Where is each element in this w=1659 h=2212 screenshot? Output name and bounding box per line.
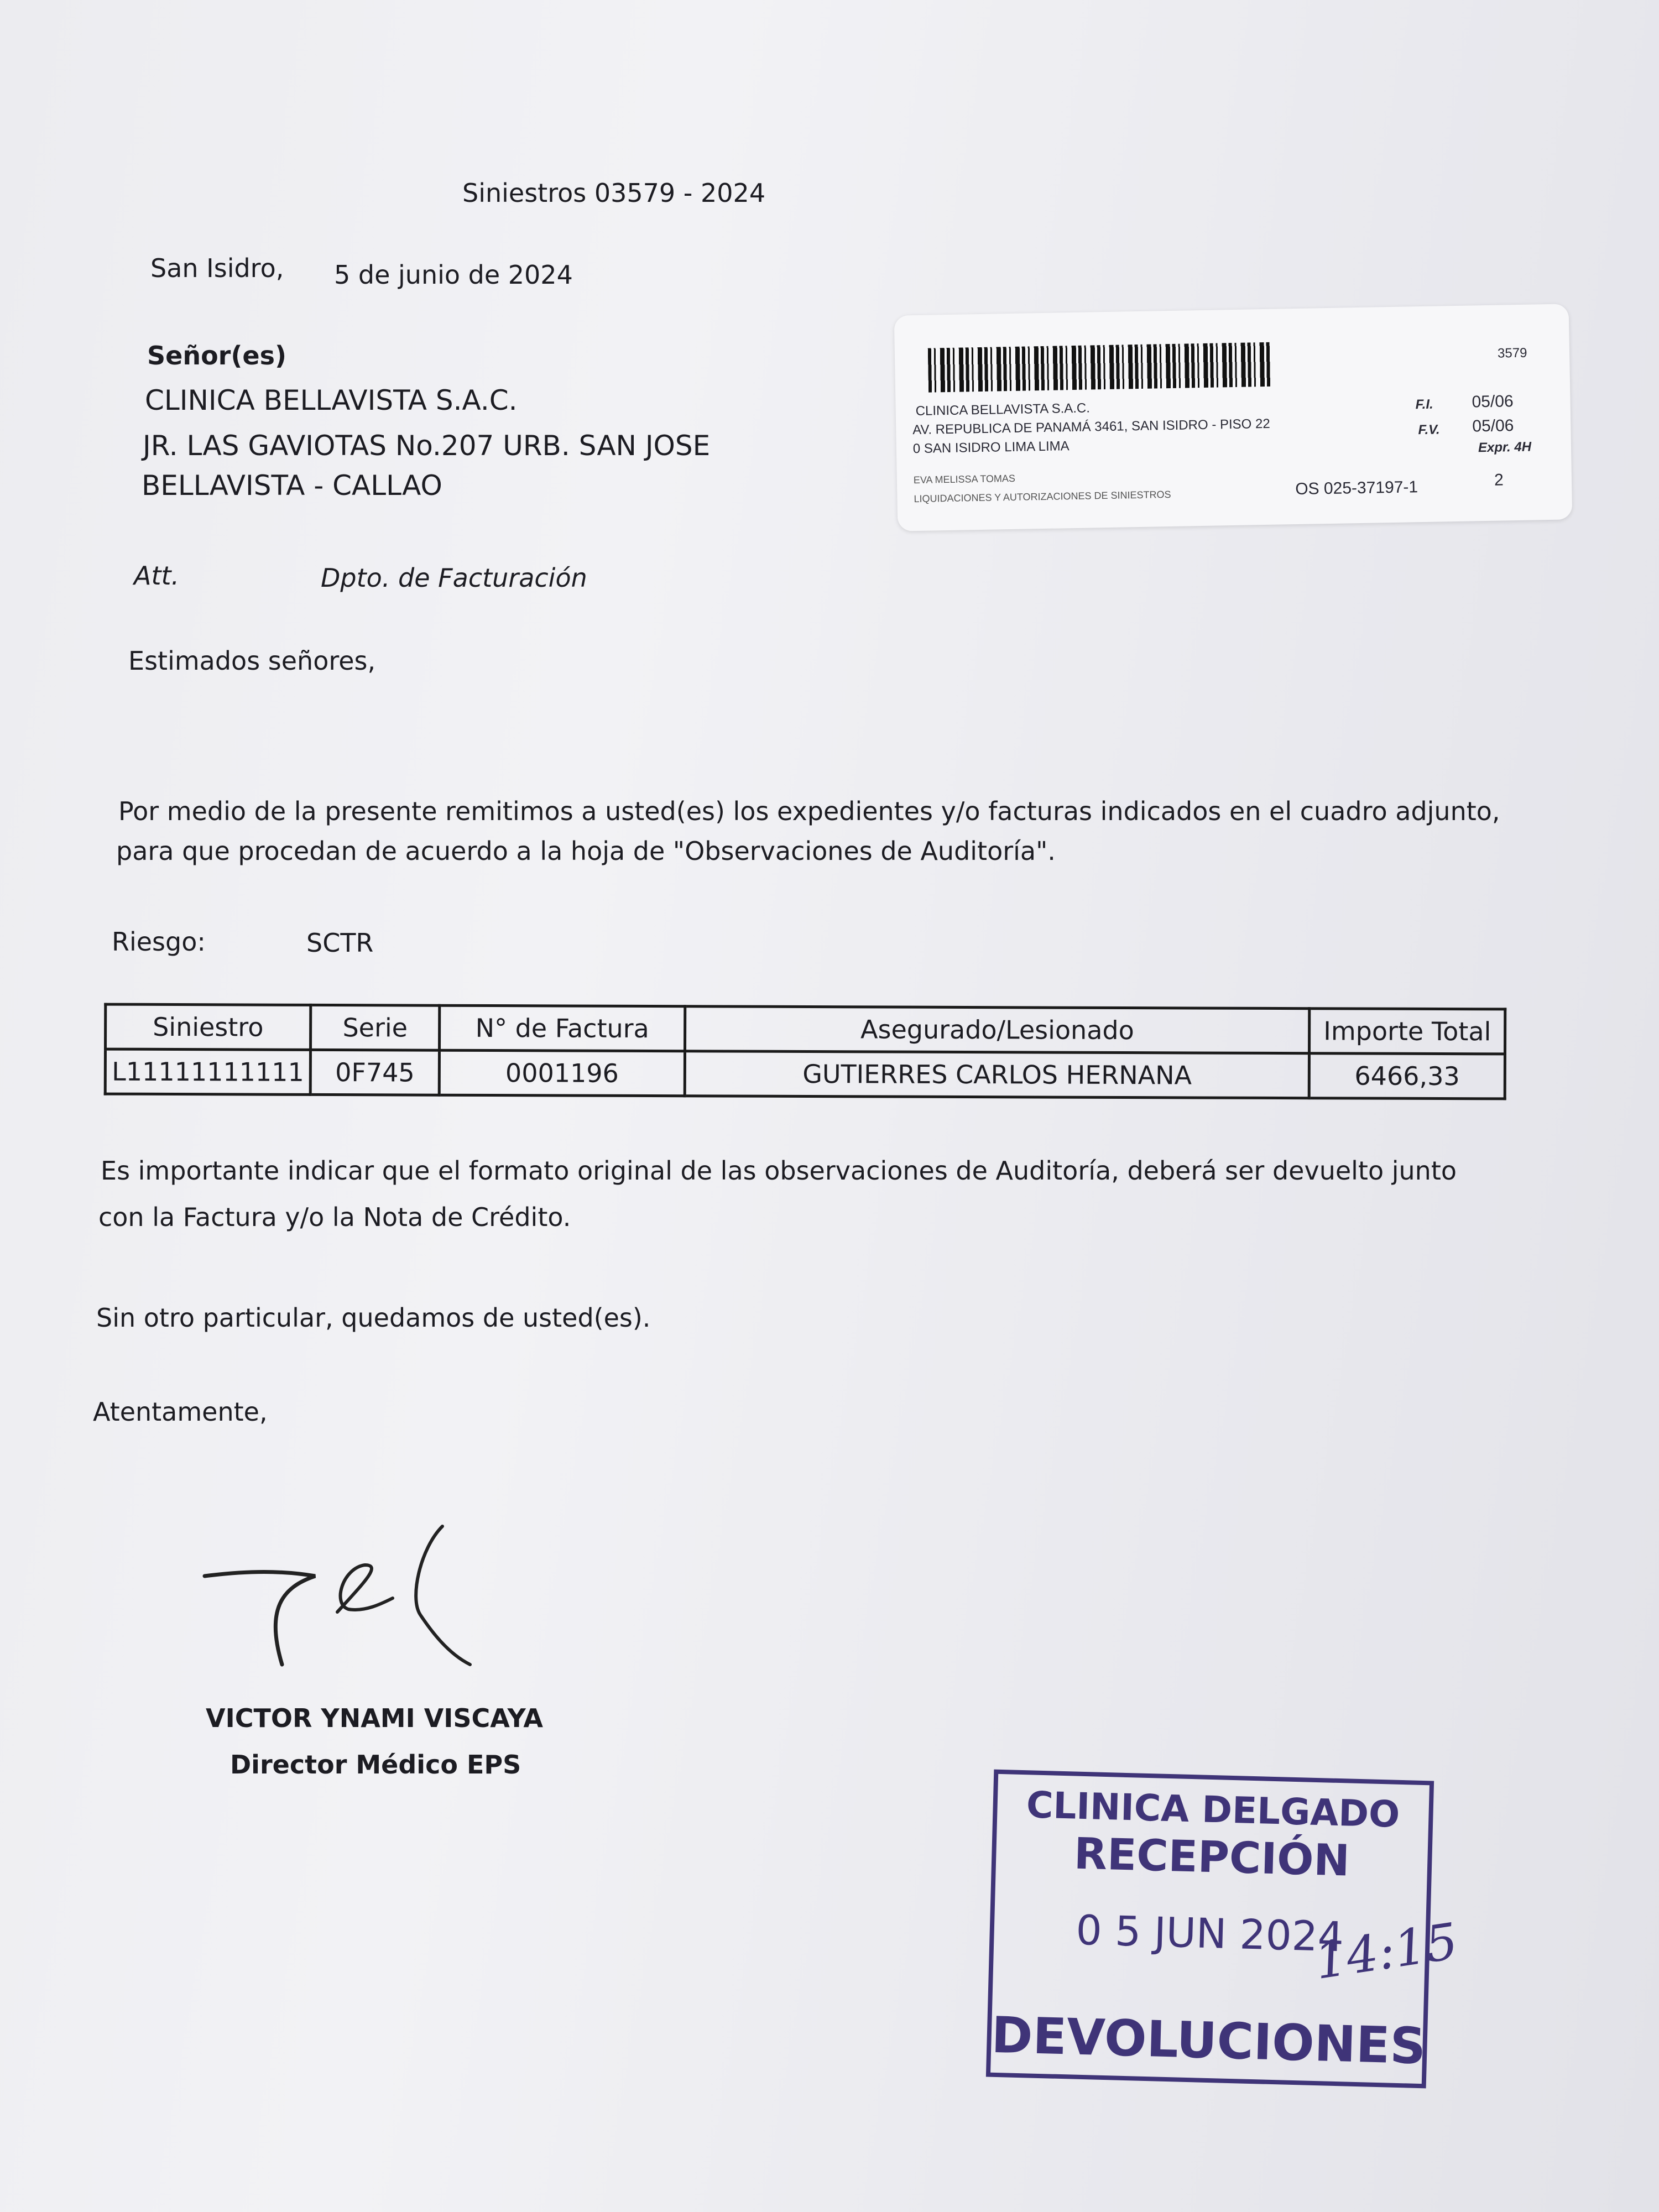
recipient-address-2: BELLAVISTA - CALLAO [142,469,442,502]
risk-label: Riesgo: [112,927,206,957]
closing-line: Sin otro particular, quedamos de usted(es). [96,1303,651,1333]
risk-value: SCTR [306,928,374,958]
greeting: Estimados señores, [128,646,376,676]
reference-number: Siniestros 03579 - 2024 [462,178,766,208]
recipient-name: CLINICA BELLAVISTA S.A.C. [145,384,518,416]
label-person: EVA MELISSA TOMAS [913,472,1016,486]
label-fv-value: 05/06 [1472,416,1514,436]
letter-date: 5 de junio de 2024 [334,260,573,290]
body-paragraph-1-line-1: Por medio de la presente remitimos a usted(es) los expedientes y/o facturas indicados en el cuadro adjunto, [118,796,1500,826]
label-department: LIQUIDACIONES Y AUTORIZACIONES DE SINIESTROS [914,488,1171,505]
stamp-clinic: CLINICA DELGADO [1026,1783,1401,1836]
place: San Isidro, [150,253,284,283]
signature [199,1515,487,1681]
body-paragraph-2-line-1: Es importante indicar que el formato original de las observaciones de Auditoría, deberá ser devuelto junto [101,1156,1457,1186]
label-company: CLINICA BELLAVISTA S.A.C. [915,400,1091,419]
label-copy-number: 2 [1494,471,1504,489]
column-header: Siniestro [106,1004,311,1050]
label-os-code: OS 025-37197-1 [1295,478,1418,499]
stamp-returns: DEVOLUCIONES [990,2006,1427,2076]
column-header: Serie [311,1005,440,1050]
barcode [928,342,1271,393]
body-paragraph-2-line-2: con la Factura y/o la Nota de Crédito. [98,1202,571,1232]
stamp-date: 0 5 JUN 2024 [1075,1906,1345,1961]
column-header: N° de Factura [439,1005,685,1051]
column-header: Importe Total [1310,1009,1505,1054]
invoice-table [104,1003,1507,1100]
signatory-name: VICTOR YNAMI VISCAYA [206,1703,544,1733]
attention-label: Att. [134,561,180,591]
salutation-label: Señor(es) [147,341,286,371]
column-header: Asegurado/Lesionado [685,1006,1310,1053]
table-header-row [106,1004,1505,1054]
label-address-1: AV. REPUBLICA DE PANAMÁ 3461, SAN ISIDRO - PISO 22 [912,416,1270,438]
body-paragraph-1-line-2: para que procedan de acuerdo a la hoja de "Observaciones de Auditoría". [116,836,1056,866]
table-cell: L11111111111 [105,1049,311,1094]
signatory-title: Director Médico EPS [230,1750,521,1780]
label-fv-label: F.V. [1418,422,1440,438]
recipient-address-1: JR. LAS GAVIOTAS No.207 URB. SAN JOSE [143,430,711,462]
reception-stamp [986,1770,1462,2089]
label-address-2: 0 SAN ISIDRO LIMA LIMA [912,439,1070,457]
attention-value: Dpto. de Facturación [321,563,587,593]
table-cell: 0001196 [439,1050,685,1096]
stamp-handwritten-time: 14:15 [1311,1912,1462,1991]
label-number: 3579 [1497,345,1527,361]
routing-label [894,304,1573,531]
table-cell: 0F745 [310,1050,439,1095]
closing-greeting: Atentamente, [93,1397,268,1427]
table-cell: GUTIERRES CARLOS HERNANA [685,1051,1309,1098]
label-fi-label: F.I. [1415,397,1433,413]
label-expr: Expr. 4H [1478,439,1532,456]
label-fi-value: 05/06 [1472,392,1514,411]
table-cell: 6466,33 [1310,1053,1505,1099]
stamp-reception: RECEPCIÓN [1073,1829,1350,1886]
table-row [105,1049,1505,1099]
